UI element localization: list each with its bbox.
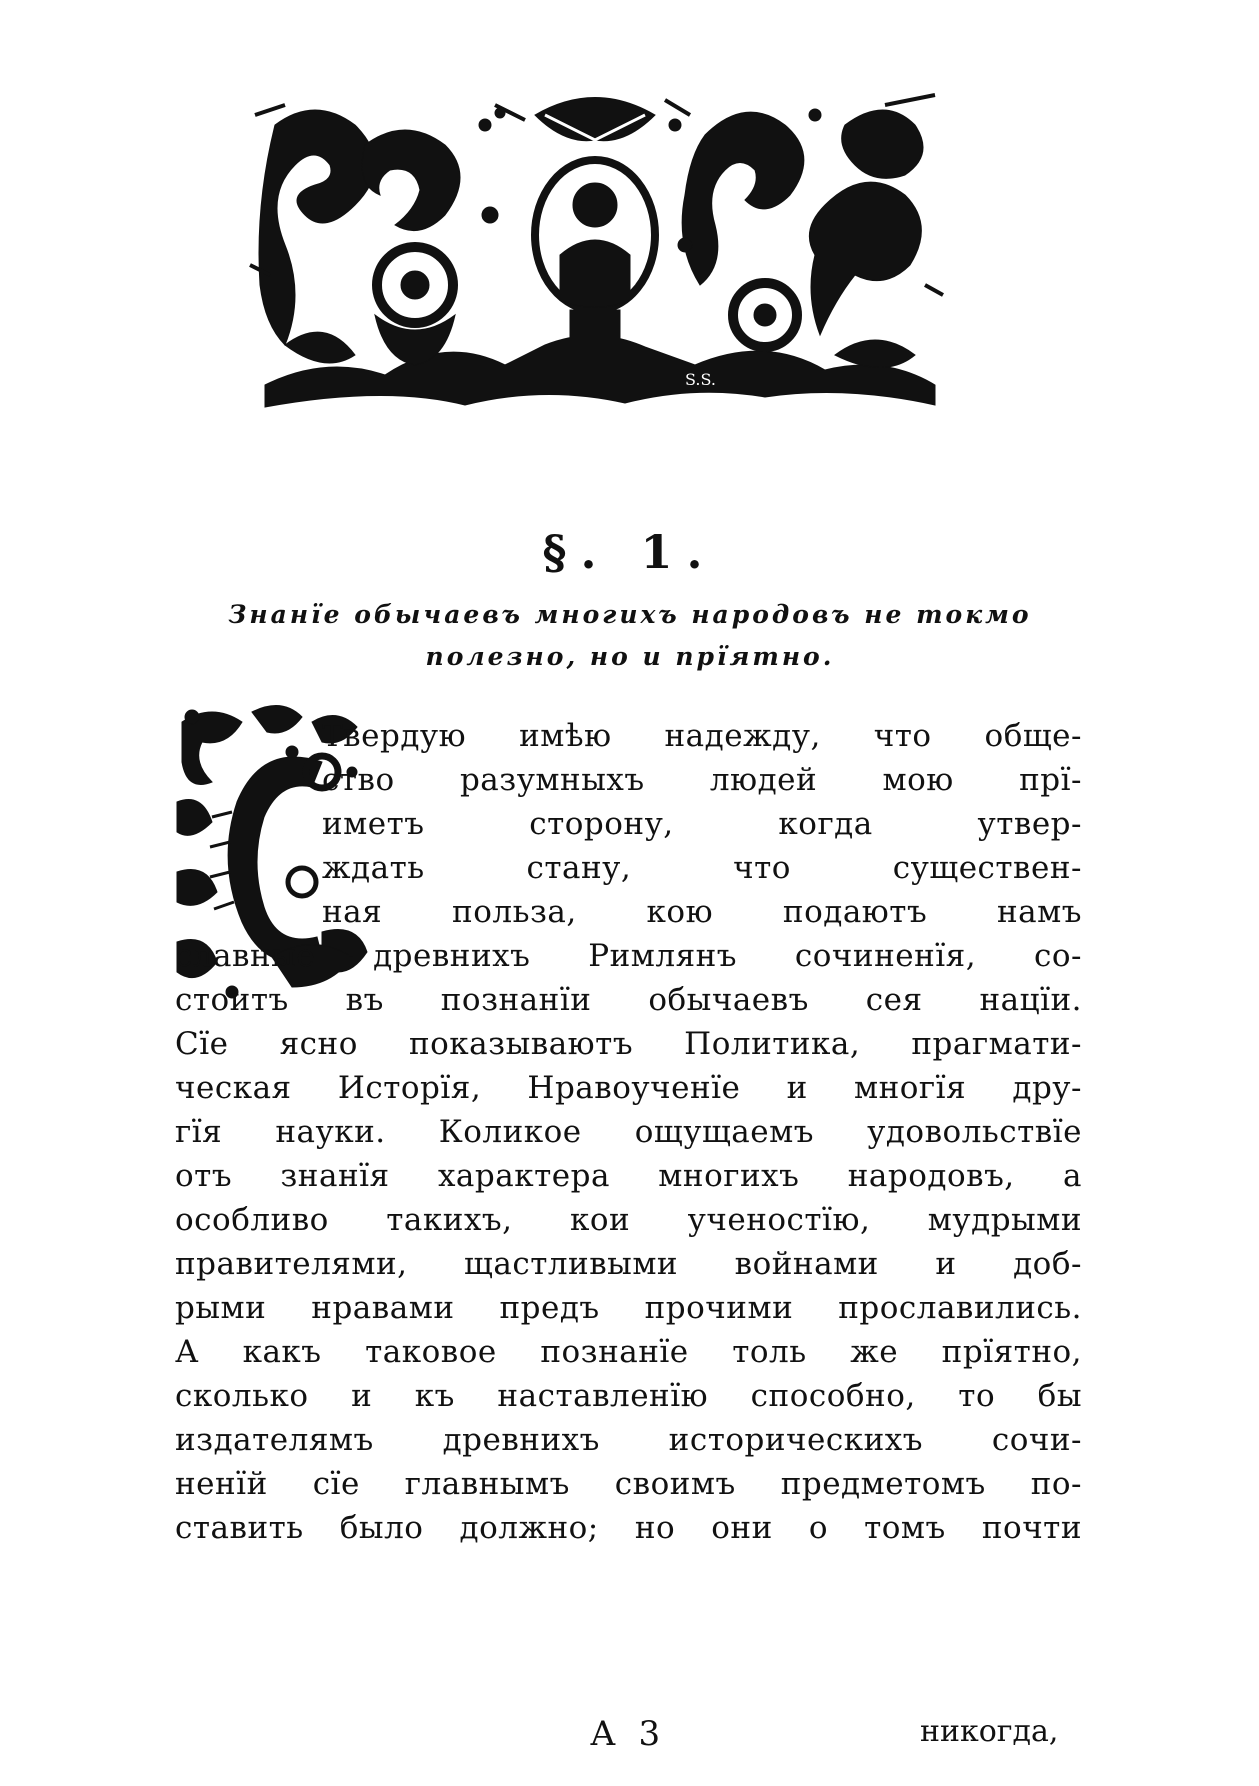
body-text-line: особливо такихъ, кои ученостїю, мудрыми: [175, 1202, 1082, 1238]
body-text-line: отъ знанїя характера многихъ народовъ, а: [175, 1158, 1082, 1194]
section-number: §. 1.: [542, 525, 717, 579]
body-text-line: ставить было должно; но они о томъ почти: [175, 1510, 1082, 1546]
body-text-line: А какъ таковое познанїе толь же прїятно,: [175, 1334, 1082, 1370]
body-text-line: ство разумныхъ людей мою прї-: [322, 762, 1082, 798]
body-text-line: издателямъ древнихъ историческихъ сочи-: [175, 1422, 1082, 1458]
body-text-line: ческая Исторїя, Нравоученїе и многїя дру-: [175, 1070, 1082, 1106]
svg-text:S.S.: S.S.: [685, 370, 716, 389]
catchword: никогда,: [920, 1714, 1059, 1749]
body-text-line: славные древнихъ Римлянъ сочиненїя, со-: [175, 938, 1082, 974]
section-subtitle-line: Знанїе обычаевъ многихъ народовъ не токмо: [228, 600, 1032, 629]
body-text-line: ная польза, кою подаютъ намъ: [322, 894, 1082, 930]
body-text-line: Твердую имѣю надежду, что обще-: [322, 718, 1082, 754]
body-text-line: правителями, щастливыми войнами и доб-: [175, 1246, 1082, 1282]
body-text-line: иметъ сторону, когда утвер-: [322, 806, 1082, 842]
section-subtitle-line: полезно, но и прїятно.: [425, 642, 835, 671]
body-text-line: ждать стану, что существен-: [322, 850, 1082, 886]
floral-headpiece-ornament-icon: [245, 85, 945, 420]
body-text-line: стоитъ въ познанїи обычаевъ сея нацїи.: [175, 982, 1082, 1018]
signature-mark: А 3: [590, 1714, 667, 1754]
body-text-line: гїя науки. Коликое ощущаемъ удовольствїе: [175, 1114, 1082, 1150]
body-text-line: рыми нравами предъ прочими прославились.: [175, 1290, 1082, 1326]
body-text-line: ненїй сїе главнымъ своимъ предметомъ по-: [175, 1466, 1082, 1502]
body-text-line: Сїе ясно показываютъ Политика, прагмати-: [175, 1026, 1082, 1062]
body-text-line: сколько и къ наставленїю способно, то бы: [175, 1378, 1082, 1414]
